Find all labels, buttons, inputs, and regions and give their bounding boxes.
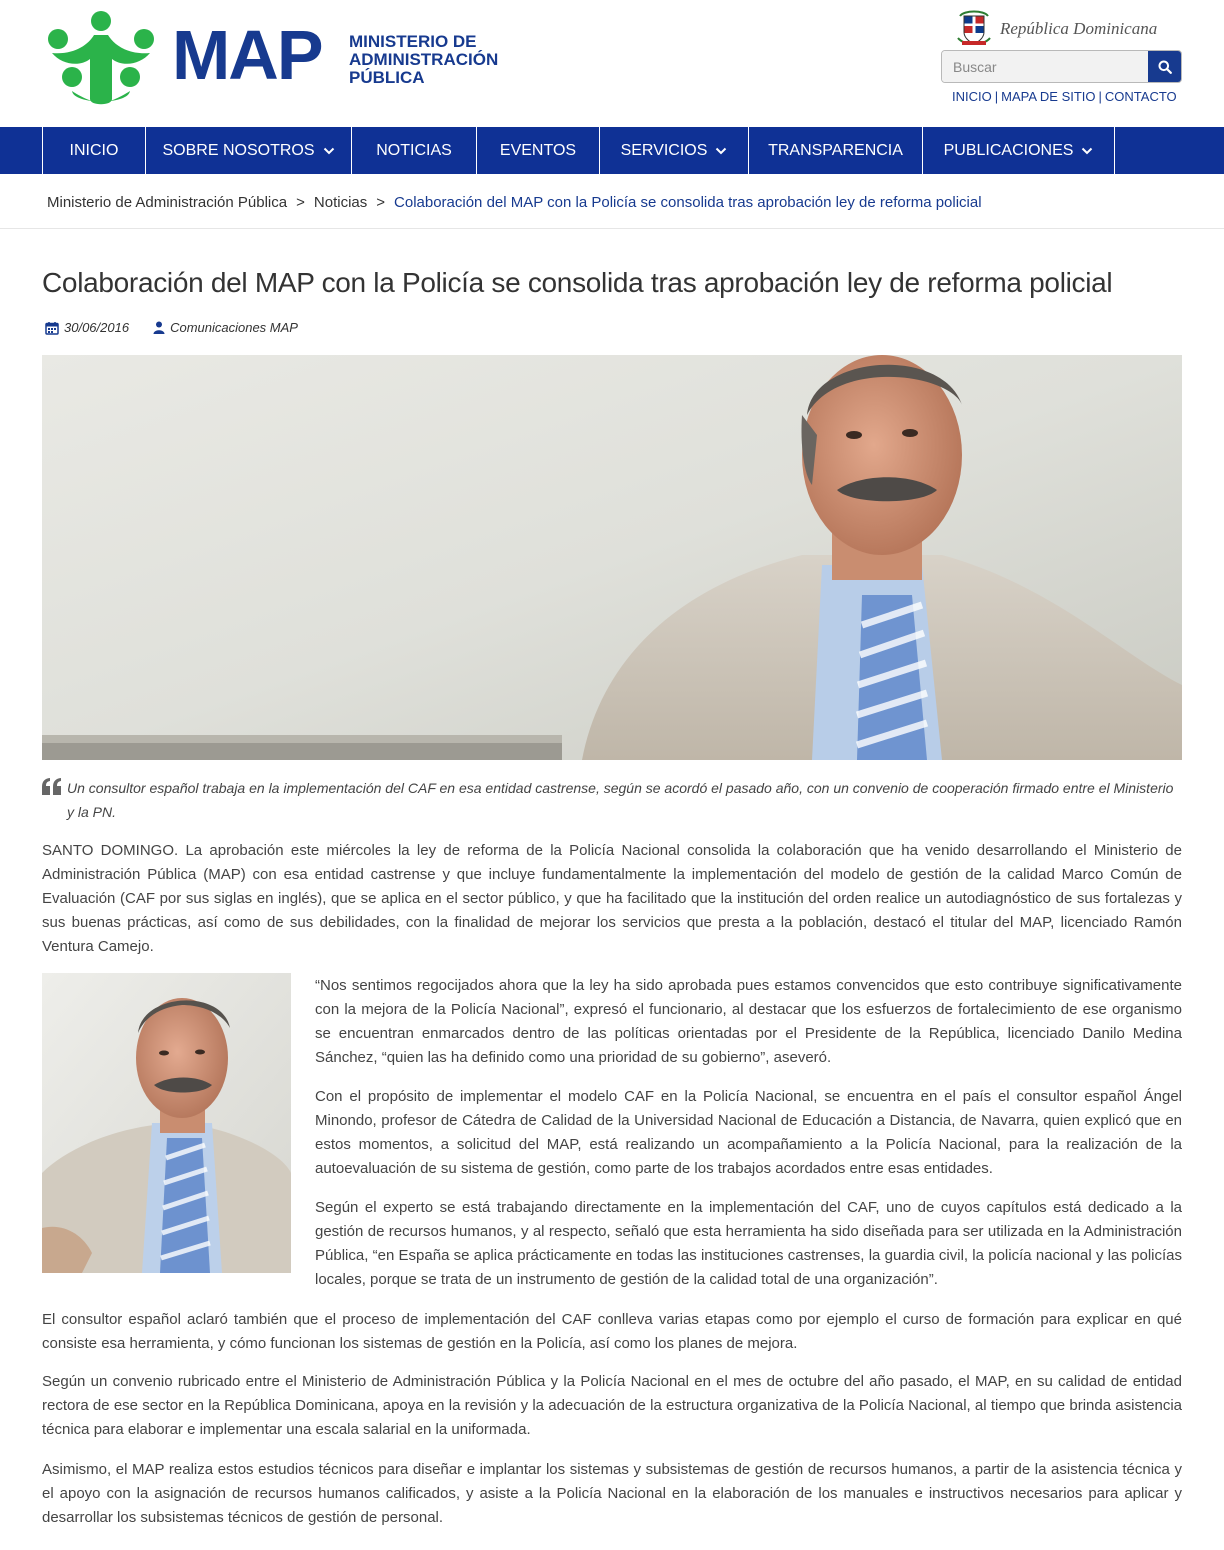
- link-separator: |: [1098, 89, 1102, 104]
- inline-photo-illustration: [42, 973, 291, 1273]
- breadcrumb-separator: >: [296, 194, 305, 211]
- nav-item-noticias[interactable]: [351, 127, 476, 174]
- nav-item-transparencia[interactable]: [748, 127, 922, 174]
- article-paragraph: “Nos sentimos regocijados ahora que la ley ha sido aprobada pues estamos convencidos que esto contribuye significativamente con la mejora de la Policía Nacional”, expresó el funcionario, al destacar que los esfuerzos de fortalecimiento de ese organismo se encuentran enmarcados dentro de las políticas orientadas por el Presidente de la República, licenciado Danilo Medina Sánchez, “quien las ha definido como una prioridad de su gobierno”, aseveró.: [315, 977, 1182, 1066]
- article-title: Colaboración del MAP con la Policía se consolida tras aprobación ley de reforma policial: [42, 267, 1113, 298]
- article-date: 30/06/2016: [64, 320, 130, 335]
- article-hero-image: [42, 355, 1182, 760]
- main-nav: [0, 127, 1224, 174]
- breadcrumb-home[interactable]: Ministerio de Administración Pública: [47, 194, 288, 211]
- nav-item-eventos[interactable]: [476, 127, 599, 174]
- article-paragraph: Con el propósito de implementar el modelo CAF en la Policía Nacional, se encuentra en el país el consultor español Ángel Minondo, profesor de Cátedra de Calidad de la Universidad Nacional de Educación a Distancia, de Navarra, quien explicó que en estos momentos, a solicitud del MAP, está realizando un acompañamiento a la Policía Nacional, para la realización de la autoevaluación de su sistema de gestión, como parte de los trabajos acordados entre esas entidades.: [315, 1088, 1182, 1177]
- hero-photo-illustration: [42, 355, 1182, 760]
- article-paragraph: SANTO DOMINGO. La aprobación este miércoles la ley de reforma de la Policía Nacional consolida la colaboración que ha venido desarrollando el Ministerio de Administración Pública (MAP) con esa entidad castrense y que incluye fundamentalmente la implementación del modelo de gestión de la calidad Marco Común de Evaluación (CAF por sus siglas en inglés), que se aplica en el sector público, y que ha facilitado que la institución del orden realice un autodiagnóstico de sus fortalezas y sus buenas prácticas, así como de sus debilidades, con la finalidad de mejorar los servicios que presta a la población, destacó el titular del MAP, licenciado Ramón Ventura Camejo.: [42, 842, 1182, 955]
- nav-item-label: SOBRE NOSOTROS: [162, 141, 315, 159]
- logo-subtitle-line: ADMINISTRACIÓN: [349, 50, 499, 69]
- nav-item-label: PUBLICACIONES: [943, 141, 1074, 159]
- article-author-block: [153, 320, 298, 335]
- nav-item-label: EVENTOS: [499, 141, 577, 159]
- logo-subtitle-line: MINISTERIO DE: [349, 32, 477, 51]
- search-button[interactable]: [1148, 51, 1181, 82]
- utility-links: [952, 89, 1177, 104]
- breadcrumb-noticias[interactable]: Noticias: [313, 194, 368, 211]
- nav-item-sobre-nosotros[interactable]: [145, 127, 351, 174]
- link-separator: |: [994, 89, 999, 104]
- article-paragraph: Según el experto se está trabajando directamente en la implementación del CAF, uno de cuyos capítulos está dedicado a la gestión de recursos humanos, y al respecto, señaló que esta herramienta ha sido diseñada para ser utilizada en la Administración Pública, “en España se aplica prácticamente en todas las instituciones castrenses, la guardia civil, la policía nacional y las policías locales, porque se trata de un instrumento de gestión de la calidad total de una organización”.: [315, 1199, 1182, 1288]
- breadcrumb: [47, 194, 982, 211]
- caption-text: Un consultor español trabaja en la implementación del CAF en esa entidad castrense, según se acordó el pasado año, con un convenio de cooperación firmado entre el Ministerio y la PN.: [67, 780, 1174, 820]
- article-paragraph: El consultor español aclaró también que el proceso de implementación del CAF conlleva varias etapas como por ejemplo el curso de formación para explicar en qué consiste esa herramienta, y cómo funcionan los sistemas de gestión en la Policía, así como los planes de mejora.: [42, 1311, 1182, 1352]
- article-paragraph: Según un convenio rubricado entre el Ministerio de Administración Pública y la Policía Nacional en el mes de octubre del año pasado, el MAP, en su calidad de entidad rectora de ese sector en la República Dominicana, apoya en la revisión y la adecuación de la estructura organizativa de la Policía Nacional, al tiempo que brinda asistencia técnica para elaborar e implementar una escala salarial en la uniformada.: [42, 1373, 1182, 1438]
- site-header: [0, 0, 1224, 127]
- nav-item-inicio[interactable]: [42, 127, 145, 174]
- nav-item-label: SERVICIOS: [620, 141, 708, 159]
- logo-subtitle-line: PÚBLICA: [349, 68, 425, 87]
- chevron-down-icon: [1081, 147, 1093, 155]
- article-inline-image: [42, 973, 291, 1273]
- nav-item-publicaciones[interactable]: [922, 127, 1115, 174]
- article-author: Comunicaciones MAP: [170, 320, 298, 335]
- nav-item-label: INICIO: [69, 141, 119, 159]
- article-meta: [45, 320, 298, 335]
- breadcrumb-current: Colaboración del MAP con la Policía se consolida tras aprobación ley de reforma policial: [394, 194, 982, 211]
- image-caption: [42, 776, 1182, 824]
- logo-wordmark: MAP: [172, 16, 322, 94]
- quote-icon: [42, 778, 62, 795]
- search-icon: [1158, 60, 1172, 74]
- chevron-down-icon: [715, 147, 727, 155]
- top-link-inicio[interactable]: INICIO: [952, 89, 992, 104]
- country-badge: [952, 8, 1182, 50]
- logo-subtitle: [349, 33, 498, 87]
- top-link-contacto[interactable]: CONTACTO: [1104, 89, 1177, 104]
- main-nav-items: [42, 127, 1115, 174]
- coat-of-arms-icon: [954, 8, 994, 48]
- country-label: República Dominicana: [1000, 19, 1158, 38]
- breadcrumb-divider: [0, 228, 1224, 229]
- calendar-icon: [45, 321, 59, 335]
- user-icon: [153, 321, 165, 334]
- top-link-mapa-de-sitio[interactable]: MAPA DE SITIO: [1001, 89, 1096, 104]
- breadcrumb-separator: >: [376, 194, 386, 211]
- nav-item-label: TRANSPARENCIA: [768, 141, 903, 159]
- article-paragraph: Asimismo, el MAP realiza estos estudios técnicos para diseñar e implantar los sistemas y subsistemas de gestión de recursos humanos, a partir de la asistencia técnica y el apoyo con la asignación de recursos humanos calificados, y asiste a la Policía Nacional en la elaboración de los manuales e instructivos necesarios para aplicar y desarrollar los subsistemas técnicos de gestión de personal.: [42, 1461, 1182, 1526]
- map-people-logo-icon: [44, 7, 158, 109]
- search-box: [941, 50, 1182, 83]
- search-input[interactable]: [942, 51, 1149, 82]
- chevron-down-icon: [323, 147, 335, 155]
- nav-item-servicios[interactable]: [599, 127, 748, 174]
- nav-item-label: NOTICIAS: [376, 141, 452, 159]
